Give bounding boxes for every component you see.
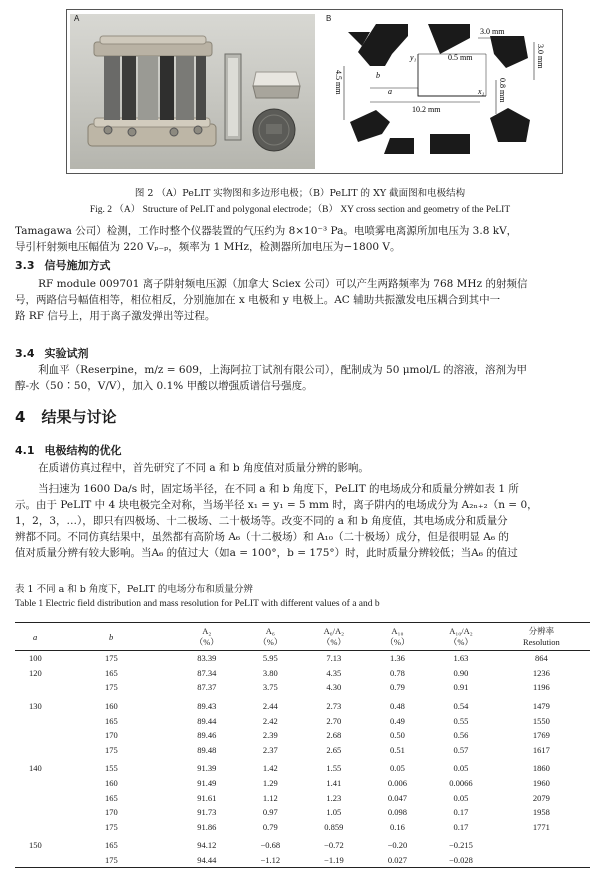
- table-cell-r: 1236: [532, 667, 550, 678]
- table-cell-a2: 91.49: [197, 778, 217, 789]
- dim-10-2mm: 10.2 mm: [412, 105, 441, 114]
- table-cell-a: [15, 776, 87, 791]
- table-cell-b: 175: [105, 821, 118, 832]
- table-cell-a: [15, 820, 87, 835]
- table-cell-a2: 87.34: [197, 667, 217, 678]
- header-line-1: b: [109, 631, 114, 642]
- table-row: [15, 853, 590, 868]
- header-line-1: a: [33, 631, 38, 642]
- table-row: [15, 757, 590, 776]
- header-line-2: （%）: [321, 637, 346, 647]
- section-number: 4: [15, 408, 26, 426]
- header-line-1: A₂: [202, 626, 212, 636]
- table-cell-a: [15, 743, 87, 758]
- table-row: [15, 820, 590, 835]
- angle-a-label: a: [388, 87, 392, 96]
- table-cell-a: 130: [29, 701, 42, 712]
- dim-0-5mm: 0.5 mm: [448, 53, 473, 62]
- header-line-1: 分辨率: [528, 626, 555, 636]
- header-line-2: （%）: [258, 637, 283, 647]
- table-cell-a10: 0.78: [389, 667, 405, 678]
- table-header-cell: [429, 623, 493, 651]
- para4-line1: 当扫速为 1600 Da/s 时，固定场半径，在不同 a 和 b 角度下，PeLIT 的电场成分和质量分辨如表 1 所: [38, 483, 519, 495]
- table-cell-a2: 89.46: [197, 730, 217, 741]
- table-cell-a10a2: 1.63: [453, 653, 469, 664]
- dim-4-5mm: 4.5 mm: [334, 70, 343, 95]
- table-row: [15, 743, 590, 758]
- table-header-cell: [87, 623, 175, 651]
- table-header-cell: [493, 623, 590, 651]
- header-line-2: （%）: [385, 637, 410, 647]
- table-cell-a10a2: 0.57: [453, 744, 469, 755]
- table-cell-r: 1479: [532, 701, 550, 712]
- table-cell-a6: 1.42: [262, 763, 278, 774]
- paragraph-3: [15, 460, 590, 476]
- table-cell-a10a2: 0.54: [453, 701, 469, 712]
- dim-3mm-horizontal: 3.0 mm: [480, 27, 505, 36]
- table-cell-a2: 91.39: [197, 763, 217, 774]
- table-row: [15, 666, 590, 681]
- table-cell-a10a2: 0.17: [453, 821, 469, 832]
- table-body: [15, 651, 590, 868]
- table-row: [15, 805, 590, 820]
- table-cell-a2: 83.39: [197, 653, 217, 664]
- table-cell-a6a2: −1.19: [324, 855, 344, 866]
- table-cell-a6: −1.12: [260, 855, 281, 866]
- table-cell-a10: −0.20: [387, 840, 408, 851]
- table-cell-a: [15, 728, 87, 743]
- table-cell-b: 175: [105, 653, 118, 664]
- figure-caption-cn: 图 2 （A）PeLIT 实物图和多边形电极；（B）PeLIT 的 XY 截面图和电极结构: [134, 188, 466, 199]
- table-cell-a6: 0.79: [262, 821, 278, 832]
- table-cell-b: 155: [105, 763, 118, 774]
- table-cell-a10: 0.006: [387, 778, 407, 789]
- paragraph-1: [15, 276, 590, 324]
- dim-0-8mm: 0.8 mm: [498, 78, 507, 103]
- para3-line1: 在质谱仿真过程中，首先研究了不同 a 和 b 角度值对质量分辨的影响。: [38, 462, 369, 474]
- para4-line4: 辨都不同。不同仿真结果中，虽然都有高阶场 A₆（十二极场）和 A₁₀（二十极场）成分，但是很明显 A₆ 的: [15, 531, 509, 543]
- table-cell-a6: 2.42: [262, 715, 278, 726]
- para4-line3: 1，2，3，…），即只有四极场、十二极场、二十极场等。改变不同的 a 和 b 角度值，其电场成分和质量分: [15, 515, 508, 527]
- y1-label: y₁: [410, 53, 417, 62]
- paragraph-0: [15, 223, 590, 255]
- paragraph-2: [15, 362, 590, 394]
- table-cell-a2: 89.43: [197, 701, 217, 712]
- table-cell-a: [15, 713, 87, 728]
- header-line-1: A₁₀: [391, 626, 404, 636]
- table-cell-r: 1771: [532, 821, 550, 832]
- pelit-photo: [70, 14, 315, 169]
- para0-line1: Tamagawa 公司）检测，工作时整个仪器装置的气压约为 8×10⁻³ Pa。电喷雾电离源所加电压为 3.8 kV，: [15, 225, 518, 237]
- table-cell-a10: 0.51: [389, 744, 405, 755]
- table-row: [15, 651, 590, 666]
- table-cell-a10: 0.098: [387, 807, 407, 818]
- paragraph-4: [15, 481, 590, 561]
- table-cell-a6: 3.80: [262, 667, 278, 678]
- table-cell-a6: 3.75: [262, 682, 278, 693]
- table-cell-a10a2: 0.90: [453, 667, 469, 678]
- section-4-heading: [15, 406, 116, 427]
- table-cell-a6a2: 0.859: [324, 821, 344, 832]
- table-cell-a6a2: 4.35: [326, 667, 342, 678]
- table-cell-b: 170: [105, 807, 118, 818]
- table-cell-a10: 1.36: [389, 653, 405, 664]
- data-table: [15, 622, 590, 868]
- table-cell-a10a2: 0.91: [453, 682, 469, 693]
- para2-line2: 醇-水（50∶50，V/V），加入 0.1% 甲酸以增强质谱信号强度。: [15, 380, 313, 392]
- angle-b-label: b: [376, 71, 380, 80]
- table-cell-a2: 91.73: [197, 807, 217, 818]
- table-cell-a6a2: 7.13: [326, 653, 342, 664]
- table-cell-b: 165: [105, 840, 118, 851]
- electrode-top-right: [428, 24, 470, 54]
- table-cell-a: 100: [29, 653, 42, 664]
- section-title: 实验试剂: [44, 347, 89, 360]
- table-cell-a10: 0.79: [389, 682, 405, 693]
- table-cell-a10: 0.50: [389, 730, 405, 741]
- header-line-2: （%）: [194, 637, 219, 647]
- table-cell-a6: 1.29: [262, 778, 278, 789]
- table-cell-a6a2: 1.55: [326, 763, 342, 774]
- table-cell-r: 864: [534, 653, 548, 664]
- table-cell-a6a2: 2.70: [326, 715, 342, 726]
- table-cell-r: [493, 834, 590, 853]
- figure-panel-a: [70, 14, 315, 169]
- table-cell-b: 165: [105, 667, 118, 678]
- panel-a-label: A: [74, 14, 80, 23]
- table-cell-a2: 89.44: [197, 715, 217, 726]
- table-cell-b: 175: [105, 682, 118, 693]
- table-cell-r: 1860: [532, 763, 550, 774]
- table-cell-a6a2: 2.68: [326, 730, 342, 741]
- table-cell-a10: 0.49: [389, 715, 405, 726]
- table-cell-a: 150: [29, 840, 42, 851]
- table-cell-a6a2: 4.30: [326, 682, 342, 693]
- table-cell-a: 140: [29, 763, 42, 774]
- table-cell-a2: 87.37: [197, 682, 217, 693]
- table-cell-a: [15, 853, 87, 868]
- para1-line3: 路 RF 信号上，用于离子激发弹出等过程。: [15, 310, 216, 322]
- table-header-row: [15, 623, 590, 651]
- section-3-4-heading: [15, 345, 99, 361]
- table-cell-a10: 0.047: [387, 792, 407, 803]
- table-row: [15, 776, 590, 791]
- table-cell-r: 1550: [532, 715, 550, 726]
- table-cell-a10a2: 0.05: [453, 763, 469, 774]
- table-cell-r: [493, 853, 590, 868]
- table-row: [15, 834, 590, 853]
- header-line-1: A₆: [265, 626, 275, 636]
- section-number: 3.4: [15, 347, 35, 360]
- table-header-cell: [15, 623, 87, 651]
- table-cell-a6a2: 1.05: [326, 807, 342, 818]
- table-cell-b: 175: [105, 855, 118, 866]
- table-cell-a10: 0.05: [389, 763, 405, 774]
- table-cell-a6: −0.68: [260, 840, 281, 851]
- table-cell-a10a2: −0.028: [449, 855, 473, 866]
- table-cell-a2: 94.12: [197, 840, 217, 851]
- para0-line2: 导引杆射频电压幅值为 220 Vₚ₋ₚ，频率为 1 MHz，检测器所加电压为−1800 V。: [15, 241, 401, 253]
- table-cell-b: 175: [105, 744, 118, 755]
- table-cell-r: 1960: [532, 778, 550, 789]
- table-cell-a10: 0.48: [389, 701, 405, 712]
- table-cell-a6: 5.95: [262, 653, 278, 664]
- table-cell-b: 170: [105, 730, 118, 741]
- section-title: 电极结构的优化: [44, 444, 122, 457]
- section-3-3-heading: [15, 257, 121, 273]
- para4-line2: 示。由于 PeLIT 中 4 块电极完全对称，当场半径 x₁ = y₁ = 5 mm 时，离子阱内的电场成分为 A₂ₙ₊₂（n = 0，: [15, 499, 538, 511]
- table-cell-a10: 0.027: [387, 855, 407, 866]
- para1-line1: RF module 009701 离子阱射频电压源（加拿大 Sciex 公司）可以产生两路频率为 768 MHz 的射频信: [38, 278, 528, 290]
- table-cell-a2: 94.44: [197, 855, 217, 866]
- para4-line5: 值对质量分辨有较大影响。当A₆ 的值过大（如a = 100°，b = 175°）时，此时质量分辨较低；当A₆ 的值过: [15, 547, 518, 559]
- table-cell-r: 1769: [532, 730, 550, 741]
- table-cell-a10a2: −0.215: [449, 840, 473, 851]
- xy-cross-section-diagram: [330, 14, 560, 170]
- table-cell-a2: 89.48: [197, 744, 217, 755]
- table-cell-a6a2: −0.72: [324, 840, 344, 851]
- table-header-cell: [366, 623, 430, 651]
- table-row: [15, 790, 590, 805]
- figure-caption-en: Fig. 2 （A） Structure of PeLIT and polygonal electrode；（B） XY cross section and geometry of the PeLIT: [89, 205, 511, 215]
- table-cell-a2: 91.86: [197, 821, 217, 832]
- table-header-cell: [239, 623, 303, 651]
- table-row: [15, 728, 590, 743]
- section-number: 3.3: [15, 259, 35, 272]
- table-cell-a: 120: [29, 667, 42, 678]
- section-number: 4.1: [15, 444, 35, 457]
- table-cell-a6a2: 2.65: [326, 744, 342, 755]
- para2-line1: 利血平（Reserpine，m/z = 609，上海阿拉丁试剂有限公司），配制成为 50 μmol/L 的溶液，溶剂为甲: [38, 364, 528, 376]
- table-caption-cn: 表 1 不同 a 和 b 角度下，PeLIT 的电场分布和质量分辨: [15, 584, 253, 595]
- table-caption-en: Table 1 Electric field distribution and mass resolution for PeLIT with different values of a and b: [15, 599, 380, 609]
- table-cell-a: [15, 805, 87, 820]
- table-cell-b: 165: [105, 715, 118, 726]
- table-row: [15, 680, 590, 695]
- table-cell-b: 160: [105, 778, 118, 789]
- dim-3mm-vertical: 3.0 mm: [536, 44, 545, 69]
- table-cell-a6a2: 1.23: [326, 792, 342, 803]
- table-cell-a10a2: 0.0066: [449, 778, 473, 789]
- section-title: 信号施加方式: [44, 259, 111, 272]
- table-cell-a6: 1.12: [262, 792, 278, 803]
- table-cell-a6: 2.37: [262, 744, 278, 755]
- table-header-cell: [302, 623, 366, 651]
- para1-line2: 号，两路信号幅值相等，相位相反，分别施加在 x 电极和 y 电极上。AC 辅助共振激发电压耦合到其中一: [15, 294, 501, 306]
- table-cell-b: 165: [105, 792, 118, 803]
- electrode-bottom-right: [430, 134, 470, 154]
- header-line-1: A₆/A₂: [323, 626, 345, 636]
- table-cell-b: 160: [105, 701, 118, 712]
- table-cell-a6a2: 1.41: [326, 778, 342, 789]
- header-line-2: Resolution: [522, 637, 560, 647]
- table-cell-a6: 0.97: [262, 807, 278, 818]
- table-cell-a6: 2.44: [262, 701, 278, 712]
- table-cell-a6: 2.39: [262, 730, 278, 741]
- table-cell-r: 2079: [532, 792, 550, 803]
- table-cell-a: [15, 680, 87, 695]
- table-cell-a10a2: 0.17: [453, 807, 469, 818]
- panel-b-label: B: [326, 14, 332, 23]
- table-row: [15, 695, 590, 714]
- table-cell-r: 1196: [533, 682, 550, 693]
- header-line-1: A₁₀/A₂: [449, 626, 473, 636]
- table-header-cell: [175, 623, 239, 651]
- table-cell-r: 1617: [532, 744, 550, 755]
- electrode-top-left: [358, 24, 408, 66]
- section-4-1-heading: [15, 442, 132, 458]
- electrode-bottom-left: [350, 110, 390, 142]
- table-cell-a2: 91.61: [197, 792, 217, 803]
- section-title: 结果与讨论: [41, 408, 117, 426]
- table-cell-r: 1958: [532, 807, 550, 818]
- table-cell-a10: 0.16: [389, 821, 405, 832]
- table-row: [15, 713, 590, 728]
- table-cell-a6a2: 2.73: [326, 701, 342, 712]
- table-cell-a10a2: 0.56: [453, 730, 469, 741]
- table-cell-a10a2: 0.05: [453, 792, 469, 803]
- table-cell-a: [15, 790, 87, 805]
- table-cell-a10a2: 0.55: [453, 715, 469, 726]
- x1-label: x₁: [478, 87, 485, 96]
- header-line-2: （%）: [448, 637, 473, 647]
